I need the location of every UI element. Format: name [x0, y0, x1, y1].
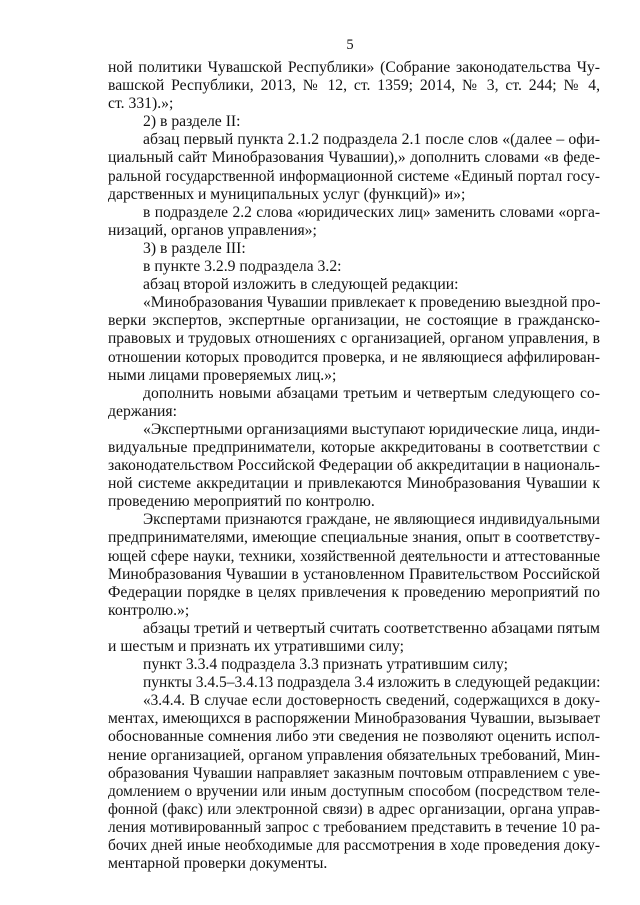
text-line: контролю.»;: [108, 601, 190, 619]
text-line: ющей сфере науки, техники, хозяйственной деятельности и аттестованные: [108, 547, 600, 565]
text-line: ральной государственной информационной системе «Единый портал госу-: [108, 167, 600, 185]
text-line: циальный сайт Минобразования Чувашии),» дополнить словами «в феде-: [108, 149, 600, 167]
text-line: проведению мероприятий по контролю.: [108, 493, 375, 511]
text-line: вашской Республики, 2013, № 12, ст. 1359; 2014, № 3, ст. 244; № 4,: [108, 77, 600, 95]
text-line: верки экспертов, экспертные организации, не состоящие в гражданско-: [108, 312, 600, 330]
text-line: ной системе аккредитации и привлекаются Минобразования Чувашии к: [108, 475, 600, 493]
text-line: фонной (факс) или электронной связи) в адрес организации, органа управ-: [108, 800, 600, 818]
text-line: абзац второй изложить в следующей редакции:: [143, 276, 459, 294]
text-line: «Минобразования Чувашии привлекает к проведению выездной про-: [143, 294, 600, 312]
text-line: ления мотивированный запрос с требованием представить в течение 10 ра-: [108, 818, 600, 836]
document-body: [108, 59, 600, 873]
text-line: обоснованные сомнения либо эти сведения не позволяют оценить испол-: [108, 728, 600, 746]
text-line: пункты 3.4.5–3.4.13 подраздела 3.4 изложить в следующей редакции:: [143, 674, 600, 692]
text-line: отношении которых проводится проверка, и не являющиеся аффилирован-: [108, 348, 600, 366]
text-line: законодательством Российской Федерации об аккредитации в националь-: [108, 457, 600, 475]
text-line: пункт 3.3.4 подраздела 3.3 признать утратившим силу;: [143, 656, 508, 674]
text-line: «Экспертными организациями выступают юридические лица, инди-: [143, 420, 600, 438]
text-line: правовых и трудовых отношениях с организацией, органом управления, в: [108, 330, 600, 348]
text-line: 2) в разделе II:: [143, 113, 241, 131]
text-line: Экспертами признаются граждане, не являющиеся индивидуальными: [143, 511, 600, 529]
text-line: и шестым и признать их утратившими силу;: [108, 638, 405, 655]
text-line: абзацы третий и четвертый считать соответственно абзацами пятым: [143, 619, 600, 637]
text-line: ментах, имеющихся в распоряжении Минобразования Чувашии, вызывает: [108, 710, 600, 728]
text-line: ной политики Чувашской Республики» (Собрание законодательства Чу-: [108, 59, 600, 76]
text-line: дарственных и муниципальных услуг (функций)» и»;: [108, 185, 466, 203]
text-line: бочих дней иные необходимые для рассмотрения в ходе проведения доку-: [108, 837, 600, 855]
text-line: образования Чувашии направляет заказным почтовым отправлением с уве-: [108, 764, 600, 782]
text-line: дополнить новыми абзацами третьим и четвертым следующего со-: [143, 384, 600, 402]
text-line: в подразделе 2.2 слова «юридических лиц» заменить словами «орга-: [143, 203, 600, 221]
text-line: ст. 331).»;: [108, 95, 174, 113]
text-line: абзац первый пункта 2.1.2 подраздела 2.1 после слов «(далее – офи-: [143, 131, 600, 149]
page-number: 5: [346, 37, 354, 53]
text-line: домлением о вручении или иным доступным способом (посредством теле-: [108, 782, 600, 800]
text-line: «3.4.4. В случае если достоверность сведений, содержащихся в доку-: [143, 692, 600, 710]
text-line: ными лицами проверяемых лиц.»;: [108, 366, 337, 384]
text-line: Минобразования Чувашии в установленном Правительством Российской: [108, 565, 600, 583]
text-line: 3) в разделе III:: [143, 239, 246, 257]
text-line: предпринимателями, имеющие специальные знания, опыт в соответству-: [108, 529, 600, 547]
text-line: Федерации порядке в целях привлечения к проведению мероприятий по: [108, 583, 600, 601]
text-line: нение организацией, органом управления обязательных требований, Мин-: [108, 746, 600, 764]
text-line: держания:: [108, 402, 177, 420]
text-line: видуальные предприниматели, которые аккредитованы в соответствии с: [108, 438, 600, 456]
text-line: низаций, органов управления»;: [108, 221, 317, 239]
text-line: ментарной проверки документы.: [108, 855, 328, 873]
text-line: в пункте 3.2.9 подраздела 3.2:: [143, 258, 342, 276]
